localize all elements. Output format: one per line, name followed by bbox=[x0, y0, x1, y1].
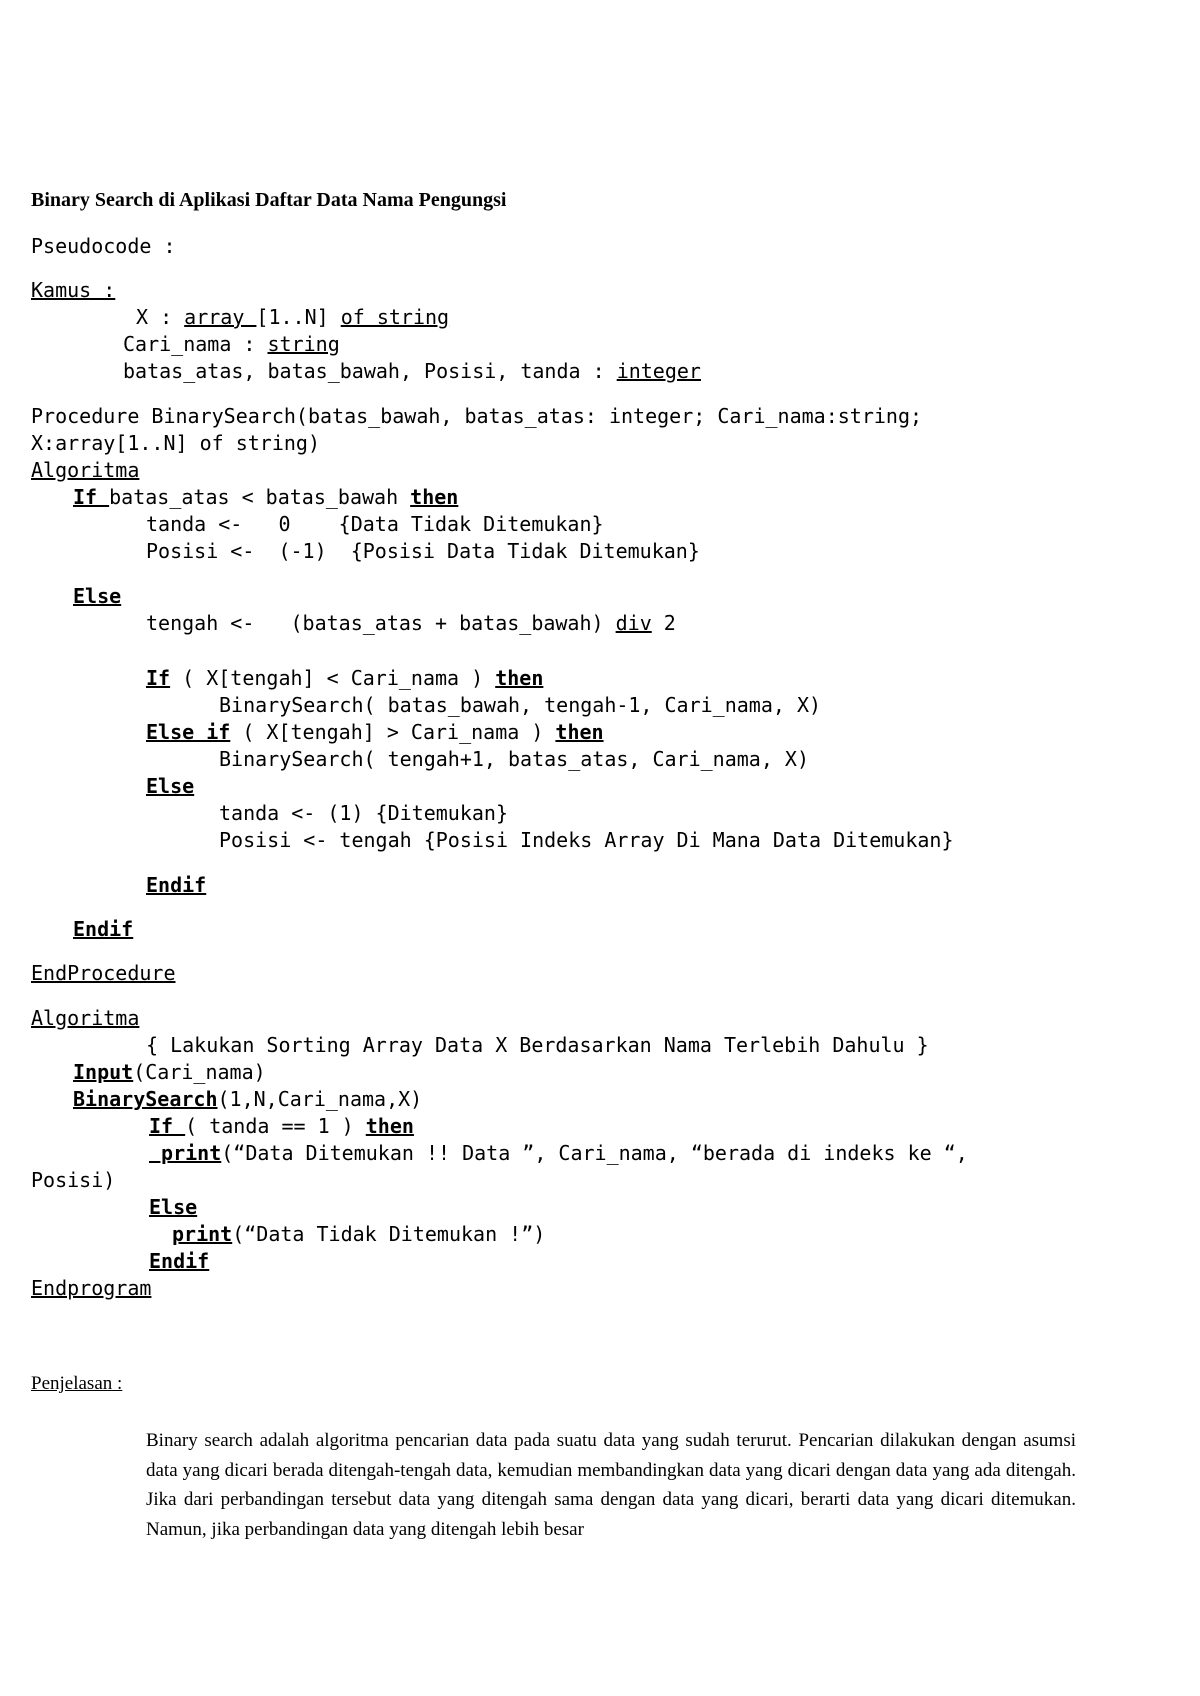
code-line-else-if-greater bbox=[146, 720, 604, 744]
code-line-tanda-zero: tanda <- 0 {Data Tidak Ditemukan} bbox=[146, 512, 604, 536]
keyword-print: print bbox=[172, 1222, 233, 1246]
code-line-call-left: BinarySearch( batas_bawah, tengah-1, Cari_nama, X) bbox=[219, 693, 822, 717]
kamus-heading: Kamus : bbox=[31, 278, 116, 302]
keyword-else: Else bbox=[73, 584, 122, 608]
keyword-string: string bbox=[267, 332, 340, 356]
code-token: X : bbox=[136, 305, 185, 329]
pseudocode-label: Pseudocode : bbox=[31, 234, 176, 258]
document-title: Binary Search di Aplikasi Daftar Data Nama Pengungsi bbox=[31, 189, 507, 211]
code-line-if-tanda bbox=[149, 1114, 414, 1138]
code-line-print-found-cont: Posisi) bbox=[31, 1168, 116, 1192]
code-token: batas_atas, batas_bawah, Posisi, tanda : bbox=[123, 359, 617, 383]
keyword-if: If bbox=[73, 485, 110, 509]
code-line-input bbox=[73, 1060, 266, 1084]
explanation-heading: Penjelasan : bbox=[31, 1373, 123, 1394]
keyword-endif-outer: Endif bbox=[73, 917, 134, 941]
code-token: (Cari_nama) bbox=[133, 1060, 266, 1084]
code-token: tengah <- (batas_atas + batas_bawah) bbox=[146, 611, 616, 635]
code-token: [1..N] bbox=[256, 305, 341, 329]
keyword-then: then bbox=[410, 485, 459, 509]
code-line-print-found bbox=[149, 1141, 968, 1165]
keyword-of-string: of string bbox=[340, 305, 450, 329]
keyword-else-inner: Else bbox=[146, 774, 195, 798]
keyword-array: array bbox=[184, 305, 257, 329]
keyword-endif-main: Endif bbox=[149, 1249, 210, 1273]
keyword-else-if: Else if bbox=[146, 720, 231, 744]
keyword-integer: integer bbox=[616, 359, 701, 383]
code-line-if-bounds bbox=[73, 485, 458, 509]
code-line-call-right: BinarySearch( tengah+1, batas_atas, Cari_nama, X) bbox=[219, 747, 810, 771]
keyword-binary-search: BinarySearch bbox=[73, 1087, 218, 1111]
keyword-endif-inner: Endif bbox=[146, 873, 207, 897]
explanation-paragraph: Binary search adalah algoritma pencarian data pada suatu data yang sudah terurut. Pencarian dilakukan dengan asumsi data yang dicari berada ditengah-tengah data, kemudian membandingkan data yang dicari dengan data yang ada ditengah. Jika dari perbandingan tersebut data yang ditengah sama dengan data yang dicari, berarti data yang dicari ditemukan. Namun, jika perbandingan data yang ditengah lebih besar bbox=[146, 1430, 1076, 1540]
algoritma-heading: Algoritma bbox=[31, 458, 140, 482]
code-line-posisi-tengah: Posisi <- tengah {Posisi Indeks Array Di Mana Data Ditemukan} bbox=[219, 828, 954, 852]
code-line-var-cari-nama bbox=[123, 332, 340, 356]
code-line-print-not-found bbox=[172, 1222, 545, 1246]
code-line-procedure-header: Procedure BinarySearch(batas_bawah, batas_atas: integer; Cari_nama:string; bbox=[31, 404, 923, 428]
code-token: 2 bbox=[651, 611, 676, 635]
code-line-binary-search-call bbox=[73, 1087, 422, 1111]
code-token: ( X[tengah] > Cari_nama ) bbox=[230, 720, 556, 744]
keyword-else-main: Else bbox=[149, 1195, 198, 1219]
code-token: ( tanda == 1 ) bbox=[185, 1114, 366, 1138]
keyword-input: Input bbox=[73, 1060, 134, 1084]
code-line-var-x bbox=[136, 305, 449, 329]
code-token: (“Data Ditemukan !! Data ”, Cari_nama, “berada di indeks ke “, bbox=[221, 1141, 968, 1165]
code-token: Cari_nama : bbox=[123, 332, 268, 356]
code-line-if-less bbox=[146, 666, 543, 690]
code-token: (“Data Tidak Ditemukan !”) bbox=[232, 1222, 546, 1246]
keyword-then: then bbox=[495, 666, 544, 690]
keyword-then: then bbox=[555, 720, 604, 744]
code-line-posisi-negative: Posisi <- (-1) {Posisi Data Tidak Ditemukan} bbox=[146, 539, 700, 563]
keyword-if: If bbox=[146, 666, 171, 690]
algoritma-main-heading: Algoritma bbox=[31, 1006, 140, 1030]
code-line-procedure-params: X:array[1..N] of string) bbox=[31, 431, 320, 455]
code-line-tengah bbox=[146, 611, 676, 635]
code-token: batas_atas < batas_bawah bbox=[109, 485, 411, 509]
code-token: ( X[tengah] < Cari_nama ) bbox=[170, 666, 496, 690]
code-line-sort-comment: { Lakukan Sorting Array Data X Berdasarkan Nama Terlebih Dahulu } bbox=[146, 1033, 929, 1057]
code-line-var-integers bbox=[123, 359, 701, 383]
keyword-if: If bbox=[149, 1114, 186, 1138]
code-line-tanda-one: tanda <- (1) {Ditemukan} bbox=[219, 801, 508, 825]
keyword-print: print bbox=[149, 1141, 222, 1165]
keyword-then: then bbox=[365, 1114, 414, 1138]
keyword-endprogram: Endprogram bbox=[31, 1276, 152, 1300]
keyword-div: div bbox=[615, 611, 652, 635]
code-token: (1,N,Cari_nama,X) bbox=[217, 1087, 423, 1111]
keyword-endprocedure: EndProcedure bbox=[31, 961, 176, 985]
